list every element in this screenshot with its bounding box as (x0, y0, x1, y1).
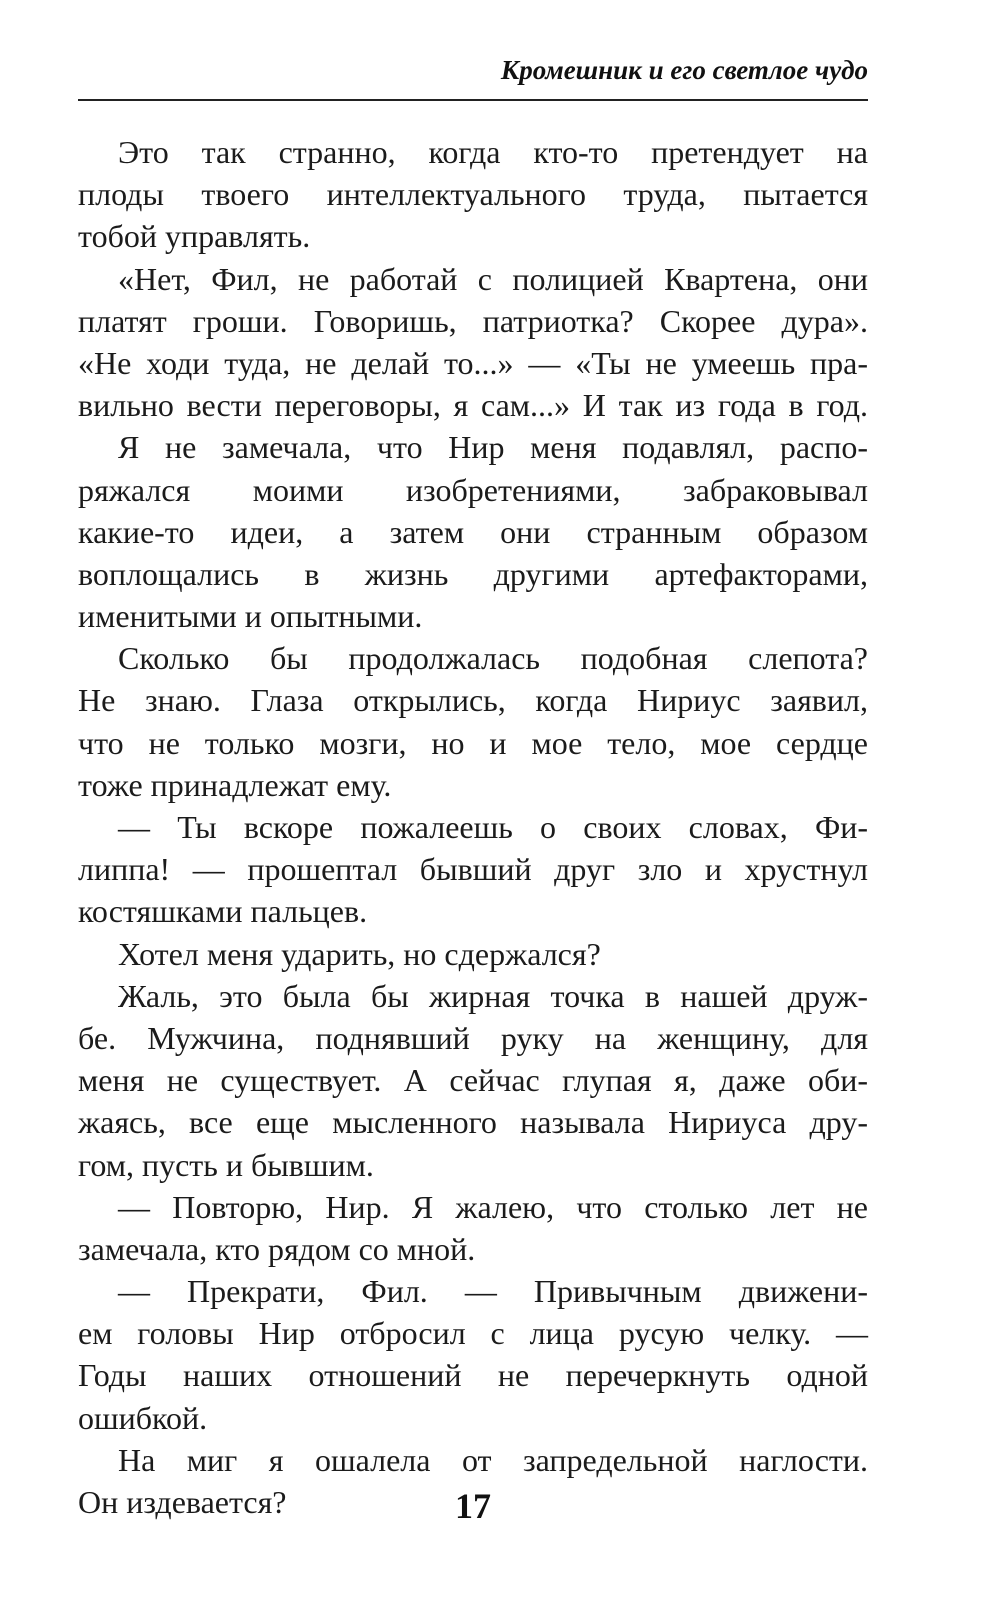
text-line: ошибкой. (78, 1399, 208, 1436)
text-line: липпа! — прошептал бывший друг зло и хрустнул (78, 851, 868, 888)
text-line: гом, пусть и бывшим. (78, 1146, 374, 1183)
text-line: На миг я ошалела от запредельной наглости. (118, 1441, 868, 1478)
header-rule (78, 99, 868, 101)
text-line: Годы наших отношений не перечеркнуть одной (78, 1357, 868, 1394)
text-line: Это так странно, когда кто-то претендует на (118, 134, 868, 170)
text-line: Он издевается? (78, 1484, 287, 1520)
page-number: 17 (455, 1486, 491, 1526)
paragraph-9 (78, 1270, 868, 1439)
paragraph-7 (78, 975, 868, 1186)
text-line: Хотел меня ударить, но сдержался? (118, 935, 601, 972)
text-line: Жаль, это была бы жирная точка в нашей друж- (118, 977, 868, 1014)
text-line: — Повторю, Нир. Я жалею, что столько лет не (118, 1188, 868, 1225)
text-line: бе. Мужчина, поднявший руку на женщину, для (78, 1019, 868, 1056)
running-head: Кромешник и его светлое чудо (500, 55, 868, 85)
text-line: ряжался моими изобретениями, забраковывал (78, 471, 868, 508)
text-line: что не только мозги, но и мое тело, мое сердце (78, 724, 868, 761)
text-line: ем головы Нир отбросил с лица русую челку. — (78, 1315, 868, 1352)
paragraph-1 (78, 131, 868, 258)
text-line: воплощались в жизнь другими артефакторами, (78, 555, 868, 592)
paragraph-4 (78, 637, 868, 806)
text-line: «Не ходи туда, не делай то...» — «Ты не умеешь пра- (78, 344, 868, 381)
text-line: «Нет, Фил, не работай с полицией Квартена, они (118, 260, 868, 297)
text-line: Я не замечала, что Нир меня подавлял, распо- (118, 429, 868, 466)
paragraph-2 (78, 258, 868, 427)
text-line: именитыми и опытными. (78, 598, 423, 635)
text-line: тоже принадлежат ему. (78, 766, 392, 803)
body-text (78, 131, 868, 1523)
paragraph-8 (78, 1186, 868, 1270)
paragraph-5 (78, 806, 868, 933)
text-line: плоды твоего интеллектуального труда, пытается (78, 176, 868, 213)
text-line: тобой управлять. (78, 218, 311, 255)
paragraph-6 (78, 933, 868, 975)
text-line: платят гроши. Говоришь, патриотка? Скорее дура». (78, 302, 868, 339)
text-line: — Прекрати, Фил. — Привычным движени- (118, 1273, 868, 1310)
text-line: замечала, кто рядом со мной. (78, 1230, 476, 1267)
paragraph-3 (78, 426, 868, 637)
text-line: жаясь, все еще мысленного называла Нириуса дру- (78, 1104, 868, 1141)
text-line: Не знаю. Глаза открылись, когда Нириус заявил, (78, 682, 868, 719)
text-line: — Ты вскоре пожалеешь о своих словах, Фи- (118, 809, 868, 845)
text-line: вильно вести переговоры, я сам...» И так из года в год. (78, 387, 868, 424)
text-line: костяшками пальцев. (78, 893, 368, 930)
text-line: какие-то идеи, а затем они странным образом (78, 513, 868, 550)
text-line: Сколько бы продолжалась подобная слепота? (118, 640, 868, 677)
text-line: меня не существует. А сейчас глупая я, даже оби- (78, 1062, 868, 1099)
